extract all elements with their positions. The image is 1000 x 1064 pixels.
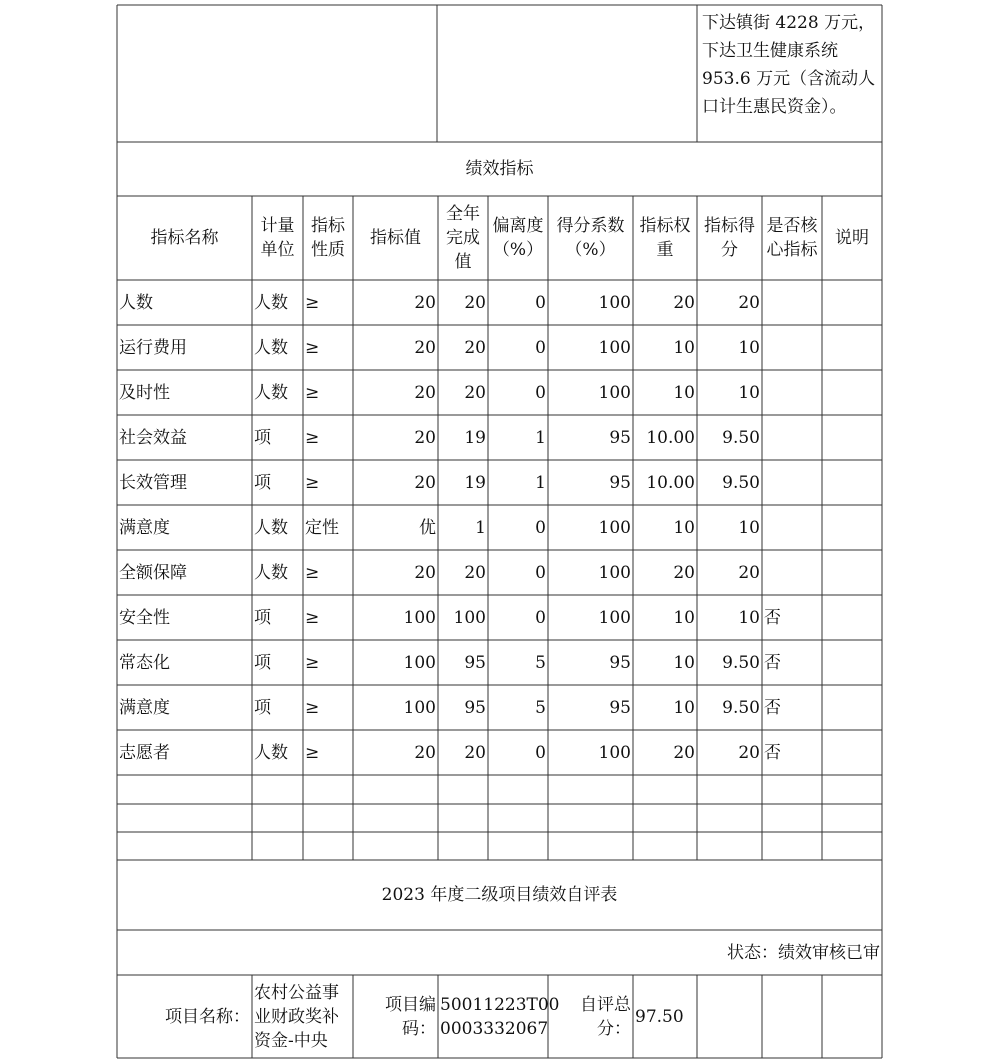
cell-coef: 100 [598,742,631,763]
cell-core [762,370,822,415]
cell-nature: ≥ [305,652,320,673]
cell-coef: 100 [598,562,631,583]
status-text: 状态：绩效审核已审 [727,942,880,963]
cell-score: 9.50 [722,427,760,448]
cell-score: 20 [738,562,760,583]
cell-unit: 人数 [254,292,288,313]
cell-completion: 95 [464,697,486,718]
cell-nature: ≥ [305,562,320,583]
cell-name: 满意度 [119,517,170,538]
cell-core: 否 [764,697,781,718]
cell-weight: 20 [673,562,695,583]
cell-deviation: 0 [535,337,546,358]
cell-unit: 人数 [254,382,288,403]
project-code-value: 50011223T00 0003332067 [440,994,560,1039]
cell-nature: ≥ [305,292,320,313]
cell-name: 人数 [119,292,153,313]
header-nature: 指标 性质 [311,216,345,260]
cell-deviation: 5 [535,652,546,673]
cell-weight: 10 [673,337,695,358]
cell-score: 9.50 [722,652,760,673]
header-note: 说明 [835,228,869,248]
cell-nature: ≥ [305,382,320,403]
funding-note: 下达镇街 4228 万元， 下达卫生健康系统 953.6 万元（含流动人 口计生惠民资金）。 [702,13,876,117]
cell-nature: ≥ [305,607,320,628]
cell-completion: 20 [464,292,486,313]
form-title: 2023 年度二级项目绩效自评表 [381,885,618,905]
cell-unit: 项 [254,697,271,718]
cell-core: 否 [764,607,781,628]
cell-score: 20 [738,742,760,763]
cell-nature: ≥ [305,472,320,493]
cell-weight: 10 [673,517,695,538]
cell-unit: 项 [254,427,271,448]
cell-score: 10 [738,337,760,358]
cell-unit: 项 [254,607,271,628]
cell-name: 满意度 [119,697,170,718]
cell-coef: 95 [609,472,631,493]
header-weight: 指标权 重 [639,216,691,260]
cell-core [762,280,822,325]
cell-completion: 1 [475,517,486,538]
cell-weight: 10 [673,652,695,673]
cell-completion: 20 [464,337,486,358]
cell-value: 20 [414,292,436,313]
cell-name: 运行费用 [119,337,187,358]
cell-coef: 100 [598,382,631,403]
cell-nature: 定性 [305,517,339,538]
cell-value: 优 [419,517,436,538]
cell-value: 20 [414,427,436,448]
cell-deviation: 0 [535,607,546,628]
cell-value: 20 [414,742,436,763]
self-score-value: 97.50 [635,1006,684,1027]
cell-unit: 项 [254,652,271,673]
cell-value: 20 [414,382,436,403]
cell-nature: ≥ [305,742,320,763]
cell-completion: 20 [464,382,486,403]
cell-coef: 100 [598,607,631,628]
cell-value: 100 [403,607,436,628]
cell-deviation: 0 [535,382,546,403]
cell-value: 20 [414,337,436,358]
cell-name: 常态化 [119,652,170,673]
cell-coef: 95 [609,427,631,448]
cell-weight: 10.00 [646,472,695,493]
cell-score: 20 [738,292,760,313]
cell-weight: 20 [673,742,695,763]
cell-name: 及时性 [119,382,170,403]
cell-core [762,550,822,595]
cell-coef: 95 [609,652,631,673]
header-coef: 得分系数 （%） [556,216,625,260]
cell-unit: 项 [254,472,271,493]
cell-value: 20 [414,472,436,493]
cell-nature: ≥ [305,427,320,448]
cell-name: 志愿者 [119,742,170,763]
cell-weight: 10.00 [646,427,695,448]
cell-score: 9.50 [722,472,760,493]
cell-deviation: 0 [535,742,546,763]
cell-value: 20 [414,562,436,583]
cell-name: 安全性 [119,607,170,628]
cell-deviation: 5 [535,697,546,718]
self-score-label: 自评总 分： [580,994,631,1039]
cell-completion: 100 [453,607,486,628]
cell-weight: 10 [673,382,695,403]
cell-score: 10 [738,517,760,538]
cell-unit: 人数 [254,517,288,538]
cell-core: 否 [764,652,781,673]
header-core: 是否核 心指标 [766,216,818,260]
cell-core: 否 [764,742,781,763]
cell-unit: 人数 [254,562,288,583]
cell-deviation: 0 [535,517,546,538]
header-deviation: 偏离度 （%） [492,216,544,260]
cell-nature: ≥ [305,697,320,718]
cell-nature: ≥ [305,337,320,358]
cell-deviation: 1 [535,427,546,448]
cell-core [762,505,822,550]
header-score: 指标得 分 [704,216,755,260]
cell-name: 长效管理 [119,472,187,493]
project-name-label: 项目名称： [165,1006,250,1027]
cell-unit: 人数 [254,742,288,763]
header-unit: 计量 单位 [260,216,295,260]
cell-unit: 人数 [254,337,288,358]
cell-deviation: 0 [535,562,546,583]
header-value: 指标值 [370,228,421,248]
cell-core [762,325,822,370]
cell-coef: 100 [598,292,631,313]
cell-name: 全额保障 [119,562,187,583]
cell-completion: 20 [464,562,486,583]
cell-coef: 100 [598,337,631,358]
cell-completion: 20 [464,742,486,763]
cell-deviation: 0 [535,292,546,313]
cell-value: 100 [403,652,436,673]
cell-coef: 95 [609,697,631,718]
cell-weight: 10 [673,697,695,718]
cell-score: 9.50 [722,697,760,718]
cell-core [762,460,822,505]
cell-completion: 19 [464,427,486,448]
cell-core [762,415,822,460]
cell-coef: 100 [598,517,631,538]
cell-name: 社会效益 [119,427,187,448]
project-name-value: 农村公益事 业财政奖补 资金-中央 [254,982,339,1051]
cell-score: 10 [738,382,760,403]
cell-weight: 10 [673,607,695,628]
header-completion: 全年 完成 值 [446,204,480,272]
section-title: 绩效指标 [465,159,534,179]
cell-score: 10 [738,607,760,628]
cell-value: 100 [403,697,436,718]
cell-completion: 95 [464,652,486,673]
project-code-label: 项目编 码： [385,994,436,1039]
header-name: 指标名称 [150,228,219,248]
cell-deviation: 1 [535,472,546,493]
cell-weight: 20 [673,292,695,313]
cell-completion: 19 [464,472,486,493]
